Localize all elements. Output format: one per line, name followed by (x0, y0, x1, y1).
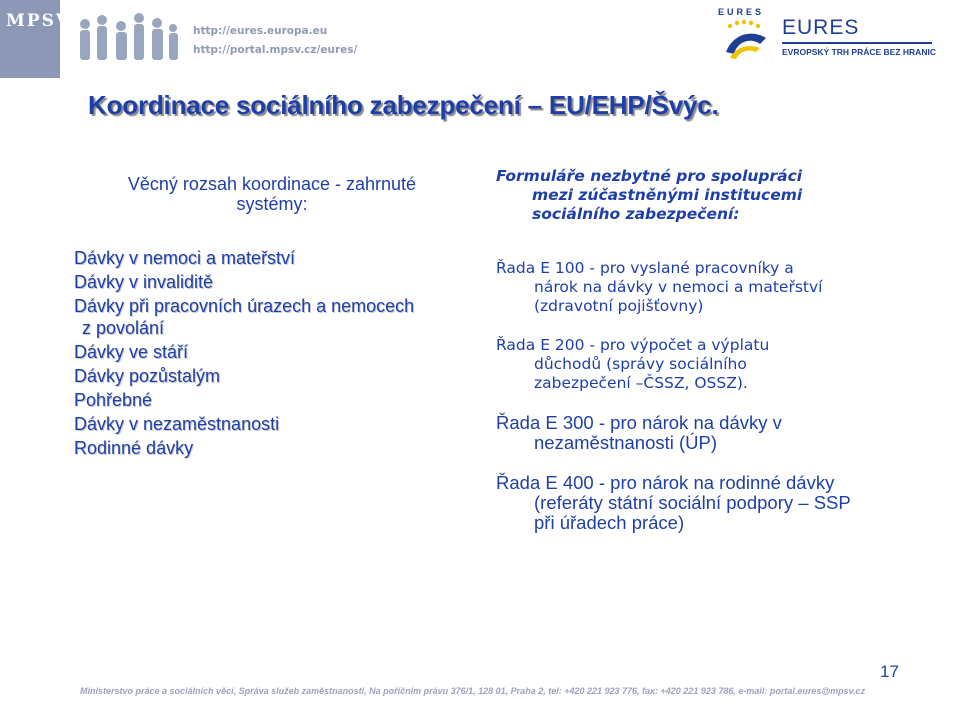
portal-mpsv-link[interactable]: http://portal.mpsv.cz/eures/ (193, 44, 358, 56)
benefit-invalidity: Dávky v invaliditě (74, 272, 214, 292)
form-e100-line-3: (zdravotní pojišťovny) (534, 297, 704, 315)
benefit-funeral: Pohřebné (74, 390, 153, 410)
form-e300-line-1: Řada E 300 - pro nárok na dávky v (496, 412, 782, 433)
eures-logo-name: EURES (782, 16, 860, 39)
scope-lead-text (82, 174, 462, 214)
benefits-list (74, 246, 414, 460)
scope-lead-line-1: Věcný rozsah koordinace - zahrnuté (127, 174, 417, 194)
benefit-old-age: Dávky ve stáří (74, 342, 189, 362)
benefit-survivors: Dávky pozůstalým (74, 366, 221, 386)
mpsv-logo-text: MPSV (6, 11, 72, 31)
eures-small-label: EURES (718, 7, 765, 17)
eures-star-logo-icon (720, 18, 770, 60)
benefit-sickness-maternity: Dávky v nemoci a mateřství (74, 248, 296, 268)
benefit-unemployment: Dávky v nezaměstnanosti (74, 414, 280, 434)
benefit-family: Rodinné dávky (74, 438, 194, 458)
form-series-e400 (496, 473, 851, 533)
form-e100-line-2: nárok na dávky v nemoci a mateřství (534, 278, 823, 296)
forms-list (496, 259, 851, 553)
benefit-work-injury-line-1: Dávky při pracovních úrazech a nemocech (74, 296, 415, 316)
forms-heading (496, 167, 916, 224)
form-series-e100 (496, 259, 851, 316)
form-e300-line-2: nezaměstnanosti (ÚP) (534, 432, 718, 453)
benefit-work-injury (74, 294, 414, 340)
form-e200-line-3: zabezpečení –ČSSZ, OSSZ). (534, 374, 748, 392)
form-e400-line-1: Řada E 400 - pro nárok na rodinné dávky (496, 472, 835, 493)
benefit-work-injury-line-2: z povolání (82, 318, 165, 338)
eures-europa-link[interactable]: http://eures.europa.eu (193, 25, 328, 37)
form-e400-line-3: při úřadech práce) (534, 512, 685, 533)
form-e200-line-2: důchodů (správy sociálního (534, 355, 747, 373)
slide-title: Koordinace sociálního zabezpečení – EU/EHP/Švýc. (88, 90, 719, 120)
form-e200-line-1: Řada E 200 - pro výpočet a výplatu (496, 336, 770, 354)
form-series-e200 (496, 336, 851, 393)
eures-tagline: EVROPSKÝ TRH PRÁCE BEZ HRANIC (782, 47, 936, 57)
forms-heading-line-1: Formuláře nezbytné pro spolupráci (496, 167, 803, 185)
scope-lead-line-2: systémy: (236, 194, 308, 214)
form-e400-line-2: (referáty státní sociální podpory – SSP (534, 492, 851, 513)
forms-heading-line-3: sociálního zabezpečení: (532, 205, 740, 223)
page-number: 17 (880, 662, 899, 681)
mpsv-logo (0, 0, 72, 78)
forms-heading-line-2: mezi zúčastněnými institucemi (532, 186, 803, 204)
eures-divider (782, 42, 932, 44)
footer-contact: Ministerstvo práce a sociálních věcí, Správa služeb zaměstnanosti, Na poříčním právu 376/1, 128 01, Praha 2, tel: +420 221 923 776, fax: +420 221 923 786, e-mail: portal.eures@mpsv.cz (80, 686, 866, 696)
people-silhouettes-graphic (75, 10, 180, 62)
form-series-e300 (496, 413, 851, 453)
form-e100-line-1: Řada E 100 - pro vyslané pracovníky a (496, 259, 794, 277)
